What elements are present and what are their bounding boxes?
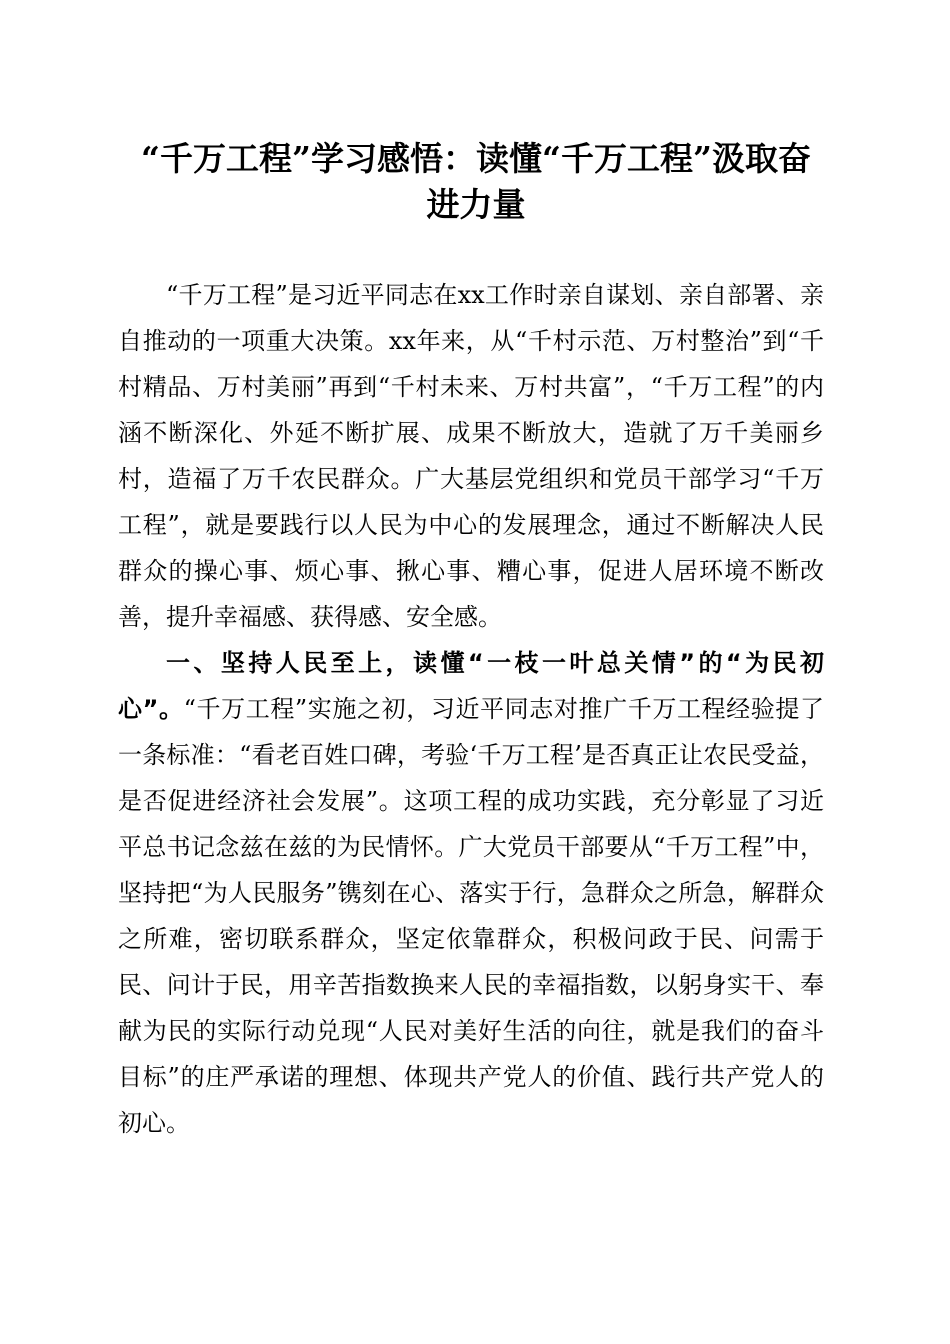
paragraph-intro xyxy=(118,272,824,640)
document-body xyxy=(118,272,824,1146)
paragraph-intro-text: “千万工程”是习近平同志在xx工作时亲自谋划、亲自部署、亲自推动的一项重大决策。xx年来，从“千村示范、万村整治”到“千村精品、万村美丽”再到“千村未来、万村共富”，“千万工程”的内涵不断深化、外延不断扩展、成果不断放大，造就了万千美丽乡村，造福了万千农民群众。广大基层党组织和党员干部学习“千万工程”，就是要践行以人民为中心的发展理念，通过不断解决人民群众的操心事、烦心事、揪心事、糟心事，促进人居环境不断改善，提升幸福感、获得感、安全感。 xyxy=(118,281,824,631)
section-1-text: “千万工程”实施之初，习近平同志对推广千万工程经验提了一条标准：“看老百姓口碑，考验‘千万工程’是否真正让农民受益，是否促进经济社会发展”。这项工程的成功实践，充分彰显了习近平总书记念兹在兹的为民情怀。广大党员干部要从“千万工程”中，坚持把“为人民服务”镌刻在心、落实于行，急群众之所急，解群众之所难，密切联系群众，坚定依靠群众，积极问政于民、问需于民、问计于民，用辛苦指数换来人民的幸福指数，以躬身实干、奉献为民的实际行动兑现“人民对美好生活的向往，就是我们的奋斗目标”的庄严承诺的理想、体现共产党人的价值、践行共产党人的初心。 xyxy=(118,695,824,1137)
document-title: “千万工程”学习感悟：读懂“千万工程”汲取奋进力量 xyxy=(141,139,811,224)
section-1-heading: 一、坚持人民至上，读懂“一枝一叶总关情”的“为民初心”。 xyxy=(118,649,824,723)
paragraph-section-1 xyxy=(118,640,824,1146)
